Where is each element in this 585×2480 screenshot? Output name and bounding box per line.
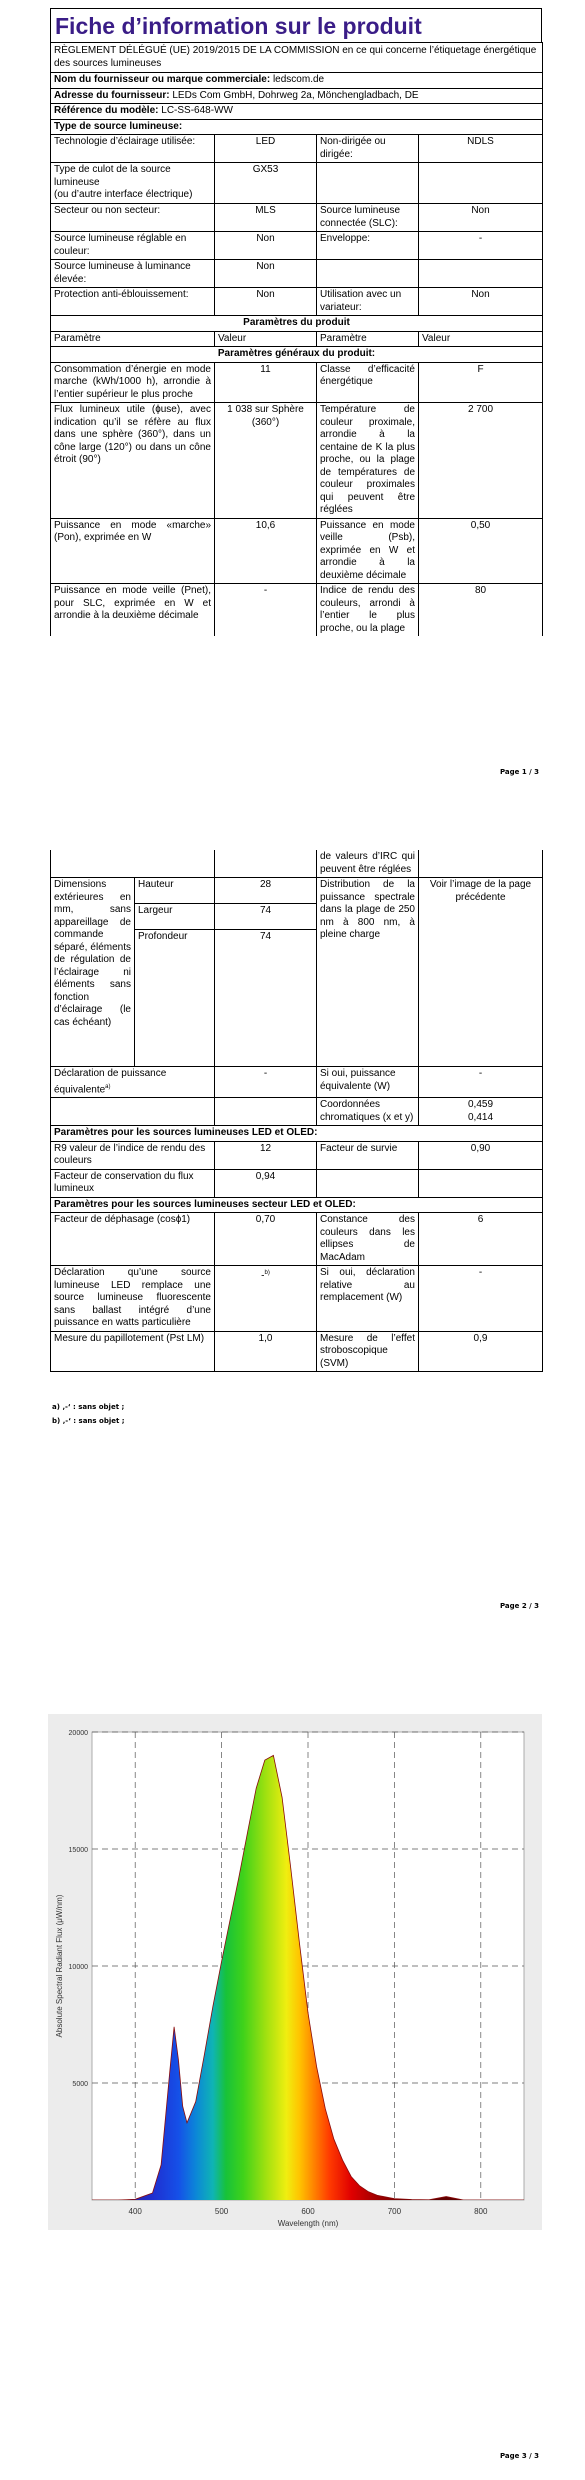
flicker-label: Mesure du papillotement (Pst LM) (51, 1331, 215, 1372)
dimensions-label: Dimensions extérieures en mm, sans appareillage de commande séparé, éléments de régulation de l’éclairage ni éléments sans fonction d’éclairage (le cas échéant) (51, 878, 135, 1067)
dimmable-value: Non (419, 288, 543, 316)
column-header-value: Valeur (419, 331, 543, 347)
networked-standby-value: - (215, 584, 317, 637)
equivalent-power-claim-cell (51, 1067, 215, 1098)
consumption-label: Consommation d’énergie en mode marche (kWh/1000 h), arrondie à l’entier supérieur le plus proche (51, 362, 215, 403)
y-tick-label: 20000 (68, 1730, 88, 1737)
supplier-row (51, 73, 543, 89)
footnote-a: a) ‚-‘ : sans objet ; (52, 1403, 125, 1411)
address-row (51, 88, 543, 104)
stroboscopic-value: 0,9 (419, 1331, 543, 1372)
mains-led-params-heading: Paramètres pour les sources lumineuses secteur LED et OLED: (51, 1197, 543, 1213)
empty-cell (419, 260, 543, 288)
empty-cell (215, 850, 317, 878)
cri-label-continued: de valeurs d’IRC qui peuvent être réglées (317, 850, 419, 878)
x-tick-label: 600 (301, 2207, 315, 2216)
empty-cell (419, 163, 543, 204)
connected-value: Non (419, 204, 543, 232)
cri-label: Indice de rendu des couleurs, arrondi à l’entier le plus proche, ou la plage (317, 584, 419, 637)
column-header-param: Paramètre (317, 331, 419, 347)
empty-cell (317, 1169, 419, 1197)
stroboscopic-label: Mesure de l’effet stroboscopique (SVM) (317, 1331, 419, 1372)
footnote-marker: a) (105, 1083, 111, 1090)
networked-standby-label: Puissance en mode veille (Pnet), pour SLC, exprimée en W et arrondie à la deuxième décimale (51, 584, 215, 637)
colour-consistency-value: 6 (419, 1213, 543, 1266)
high-luminance-value: Non (215, 260, 317, 288)
lumen-maintenance-value: 0,94 (215, 1169, 317, 1197)
useful-flux-label: Flux lumineux utile (ɸuse), avec indication qu’il se réfère au flux dans une sphère (360°), dans un cône large (120°) ou dans un cône étroit (90°) (51, 403, 215, 519)
colour-tunable-value: Non (215, 232, 317, 260)
cap-label: Type de culot de la source lumineuse (54, 164, 171, 188)
equivalent-power-value: - (419, 1067, 543, 1098)
width-label: Largeur (135, 904, 215, 930)
depth-label: Profondeur (135, 930, 215, 1067)
x-tick-label: 700 (387, 2207, 402, 2216)
page-number: Page 3 / 3 (499, 2452, 539, 2460)
cap-note: (ou d’autre interface électrique) (54, 189, 193, 200)
product-params-heading: Paramètres du produit (51, 316, 543, 332)
tech-value: LED (215, 135, 317, 163)
spd-label: Distribution de la puissance spectrale dans la plage de 250 nm à 800 nm, à pleine charge (317, 878, 419, 1067)
depth-value: 74 (215, 930, 317, 1067)
survival-factor-label: Facteur de survie (317, 1141, 419, 1169)
model-value: LC-SS-648-WW (161, 105, 233, 116)
height-value: 28 (215, 878, 317, 904)
empty-cell (317, 163, 419, 204)
cct-label: Température de couleur proximale, arrondie à la centaine de K la plus proche, ou la plage de températures de couleur proximales qui peuvent être réglées (317, 403, 419, 519)
model-row (51, 104, 543, 120)
replacement-claim-label: Déclaration qu’une source lumineuse LED remplace une source lumineuse fluorescente sans ballast intégré d’une puissance en watts particulière (51, 1266, 215, 1332)
dimmable-label: Utilisation avec un variateur: (317, 288, 419, 316)
led-params-heading: Paramètres pour les sources lumineuses LED et OLED: (51, 1126, 543, 1142)
page-2 (0, 850, 585, 1650)
standby-power-value: 0,50 (419, 518, 543, 584)
lumen-maintenance-label: Facteur de conservation du flux lumineux (51, 1169, 215, 1197)
displacement-factor-value: 0,70 (215, 1213, 317, 1266)
page-number: Page 1 / 3 (499, 768, 539, 776)
on-mode-power-value: 10,6 (215, 518, 317, 584)
mains-label: Secteur ou non secteur: (51, 204, 215, 232)
r9-value: 12 (215, 1141, 317, 1169)
cct-value: 2 700 (419, 403, 543, 519)
x-tick-label: 500 (214, 2207, 229, 2216)
product-info-table (50, 42, 543, 636)
height-label: Hauteur (135, 878, 215, 904)
y-tick-label: 10000 (68, 1964, 88, 1971)
footnotes (52, 1400, 125, 1428)
spectrum-chart (0, 1700, 585, 2260)
replacement-power-value: - (419, 1266, 543, 1332)
envelope-value: - (419, 232, 543, 260)
y-axis-label: Absolute Spectral Radiant Flux (μW/nm) (55, 1894, 64, 2038)
address-label: Adresse du fournisseur: (54, 89, 170, 101)
energy-class-label: Classe d’efficacité énergétique (317, 362, 419, 403)
directional-value: NDLS (419, 135, 543, 163)
replacement-claim-value: - (261, 1270, 265, 1282)
empty-cell (215, 1098, 317, 1126)
page-number: Page 2 / 3 (499, 1602, 539, 1610)
spd-value: Voir l’image de la page précédente (419, 878, 543, 1067)
empty-cell (419, 1169, 543, 1197)
x-tick-label: 800 (474, 2207, 488, 2216)
equivalent-power-label: Si oui, puissance équivalente (W) (317, 1067, 419, 1098)
x-tick-label: 400 (128, 2207, 142, 2216)
replacement-claim-cell (215, 1266, 317, 1332)
footnote-marker: b) (264, 1270, 270, 1277)
on-mode-power-label: Puissance en mode «marche» (Pon), exprimée en W (51, 518, 215, 584)
empty-cell (419, 850, 543, 878)
antiglare-value: Non (215, 288, 317, 316)
useful-flux-value: 1 038 sur Sphère (360°) (215, 403, 317, 519)
equivalent-power-claim-label: Déclaration de puissance équivalente (54, 1068, 167, 1095)
consumption-value: 11 (215, 362, 317, 403)
high-luminance-label: Source lumineuse à luminance élevée: (51, 260, 215, 288)
y-tick-label: 5000 (72, 2081, 88, 2088)
supplier-value: ledscom.de (272, 74, 325, 85)
tech-label: Technologie d’éclairage utilisée: (51, 135, 215, 163)
antiglare-label: Protection anti-éblouissement: (51, 288, 215, 316)
directional-label: Non-dirigée ou dirigée: (317, 135, 419, 163)
width-value: 74 (215, 904, 317, 930)
product-info-table-continued (50, 850, 543, 1372)
chromaticity-y: 0,414 (467, 1111, 494, 1123)
mains-value: MLS (215, 204, 317, 232)
empty-cell (51, 850, 215, 878)
empty-cell (51, 1098, 215, 1126)
address-value: LEDs Com GmbH, Dohrweg 2a, Mönchengladbach, DE (172, 89, 419, 101)
flicker-value: 1,0 (215, 1331, 317, 1372)
page-1 (0, 0, 585, 820)
x-axis-label: Wavelength (nm) (277, 2219, 339, 2228)
colour-consistency-label: Constance des couleurs dans les ellipses de MacAdam (317, 1213, 419, 1266)
regulation-text: RÈGLEMENT DÉLÉGUÉ (UE) 2019/2015 DE LA COMMISSION en ce qui concerne l’étiquetage énergétique des sources lumineuses (51, 43, 543, 73)
colour-tunable-label: Source lumineuse réglable en couleur: (51, 232, 215, 260)
supplier-label: Nom du fournisseur ou marque commerciale: (54, 74, 271, 85)
footnote-b: b) ‚-‘ : sans objet ; (52, 1417, 125, 1425)
chromaticity-x: 0,459 (467, 1099, 494, 1111)
r9-label: R9 valeur de l’indice de rendu des couleurs (51, 1141, 215, 1169)
page-title: Fiche d’information sur le produit (50, 8, 542, 42)
empty-cell (317, 260, 419, 288)
equivalent-power-claim-value: - (215, 1067, 317, 1098)
energy-class-value: F (419, 362, 543, 403)
chromaticity-values (419, 1098, 543, 1126)
y-tick-label: 15000 (68, 1847, 88, 1854)
cap-cell (51, 163, 215, 204)
connected-label: Source lumineuse connectée (SLC): (317, 204, 419, 232)
survival-factor-value: 0,90 (419, 1141, 543, 1169)
displacement-factor-label: Facteur de déphasage (cosɸ1) (51, 1213, 215, 1266)
page-3 (0, 1700, 585, 2480)
model-label: Référence du modèle: (54, 105, 159, 116)
cap-value: GX53 (215, 163, 317, 204)
standby-power-label: Puissance en mode veille (Psb), exprimée en W et arrondie à la deuxième décimale (317, 518, 419, 584)
envelope-label: Enveloppe: (317, 232, 419, 260)
chromaticity-label: Coordonnées chromatiques (x et y) (317, 1098, 419, 1126)
cri-value: 80 (419, 584, 543, 637)
column-header-param: Paramètre (51, 331, 215, 347)
type-heading: Type de source lumineuse: (51, 119, 543, 135)
general-params-heading: Paramètres généraux du produit: (51, 347, 543, 363)
column-header-value: Valeur (215, 331, 317, 347)
replacement-power-label: Si oui, déclaration relative au remplacement (W) (317, 1266, 419, 1332)
